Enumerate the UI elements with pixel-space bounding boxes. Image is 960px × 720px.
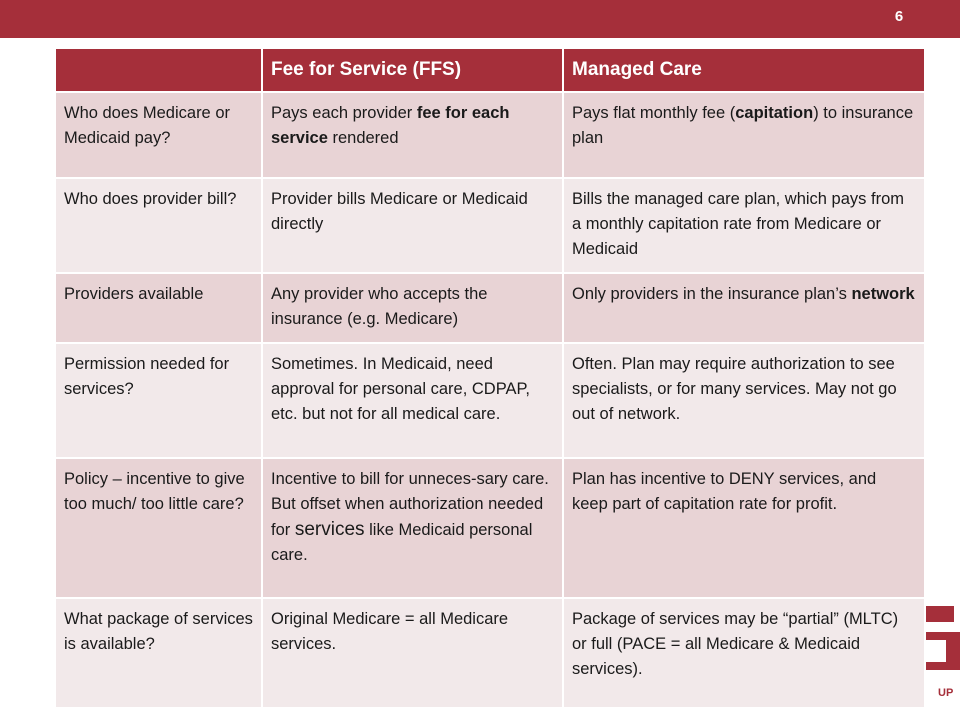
question-cell: Who does provider bill? <box>55 178 262 273</box>
question-cell: Who does Medicare or Medicaid pay? <box>55 92 262 178</box>
managed-care-cell <box>563 273 925 343</box>
managed-care-cell: Plan has incentive to DENY services, and keep part of capitation rate for profit. <box>563 458 925 598</box>
table-row <box>55 343 925 458</box>
text-segment: Pays each provider <box>271 104 417 122</box>
question-cell: Permission needed for services? <box>55 343 262 458</box>
question-cell: Providers available <box>55 273 262 343</box>
bold-text-segment: network <box>851 285 915 303</box>
bold-text-segment: capitation <box>735 104 814 122</box>
table-row <box>55 92 925 178</box>
ffs-cell: Provider bills Medicare or Medicaid directly <box>262 178 563 273</box>
table-row <box>55 598 925 708</box>
table-row <box>55 458 925 598</box>
table-row <box>55 178 925 273</box>
table-header-row <box>55 48 925 92</box>
ffs-cell: Sometimes. In Medicaid, need approval for personal care, CDPAP, etc. but not for all medical care. <box>262 343 563 458</box>
header-cell-managed-care: Managed Care <box>563 48 925 92</box>
logo-text: UP <box>938 687 954 699</box>
text-segment: Only providers in the insurance plan’s <box>572 285 852 303</box>
text-segment: like Medicaid personal care. <box>271 521 533 564</box>
managed-care-cell: Bills the managed care plan, which pays from a monthly capitation rate from Medicare or Medicaid <box>563 178 925 273</box>
question-cell: Policy – incentive to give too much/ too little care? <box>55 458 262 598</box>
larger-text-segment: services <box>294 519 365 540</box>
text-segment: ) to insurance plan <box>572 104 914 147</box>
comparison-table <box>54 47 926 709</box>
managed-care-cell: Often. Plan may require authorization to see specialists, or for many services. May not go out of network. <box>563 343 925 458</box>
page-number: 6 <box>894 8 904 25</box>
header-cell-ffs: Fee for Service (FFS) <box>262 48 563 92</box>
managed-care-cell: Package of services may be “partial” (MLTC) or full (PACE = all Medicare & Medicaid services). <box>563 598 925 708</box>
ffs-cell <box>262 92 563 178</box>
top-header-bar <box>0 0 960 38</box>
ffs-cell <box>262 458 563 598</box>
table-row <box>55 273 925 343</box>
managed-care-cell <box>563 92 925 178</box>
text-segment: Incentive to bill for unneces-sary care. But offset when authorization needed for <box>271 470 549 539</box>
question-cell: What package of services is available? <box>55 598 262 708</box>
ffs-cell: Any provider who accepts the insurance (e.g. Medicare) <box>262 273 563 343</box>
text-segment: Pays flat monthly fee ( <box>572 104 736 122</box>
header-cell-blank <box>55 48 262 92</box>
ffs-cell: Original Medicare = all Medicare services. <box>262 598 563 708</box>
text-segment: rendered <box>327 129 399 147</box>
bold-text-segment: fee for each service <box>271 104 510 147</box>
